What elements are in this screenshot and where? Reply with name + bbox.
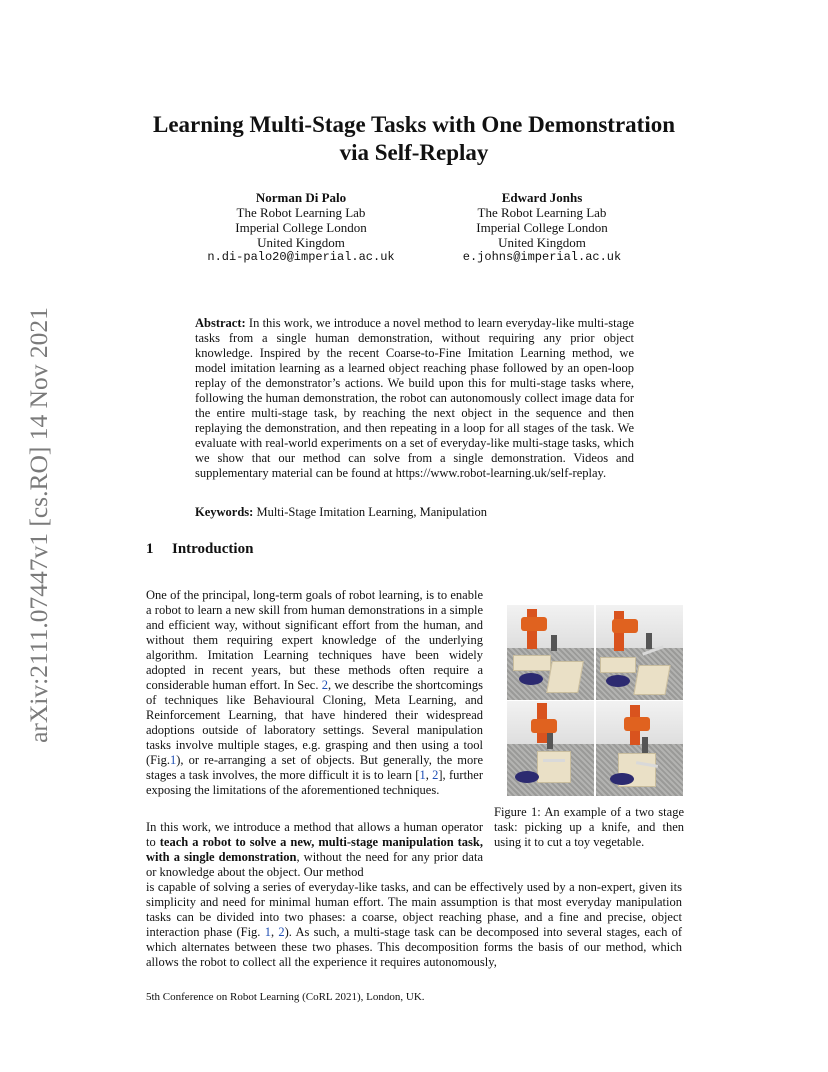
author-email[interactable]: e.johns@imperial.ac.uk <box>462 250 622 264</box>
text-run: , <box>270 925 279 939</box>
section-number: 1 <box>146 541 154 557</box>
figure-panel <box>596 605 683 700</box>
text-run: One of the principal, long-term goals of robot learning, is to enable a robot to learn a new skill from human demonstrations in a simple and efficient way, without significant effort from the human, and without them requiring expert knowledge of the underlying algorithm. Imitation Learning techniques have been widely adopted in recent years, but these methods often require a considerable human effort. In Sec. <box>146 588 483 692</box>
conference-footer: 5th Conference on Robot Learning (CoRL 2021), London, UK. <box>146 991 425 1003</box>
author-institution: Imperial College London <box>235 220 367 235</box>
author-lab: The Robot Learning Lab <box>477 205 607 220</box>
section-heading <box>146 541 253 558</box>
figure-panel <box>596 701 683 796</box>
citation-link[interactable]: 1 <box>419 768 426 782</box>
section-title: Introduction <box>172 541 254 557</box>
intro-paragraph-2-continued <box>146 880 682 970</box>
abstract-label: Abstract: <box>195 316 246 330</box>
text-run: is capable of solving a series of everyday-like tasks, and can be effectively used by a non-expert, given its simplicity and need for minimal human effort. The main assumption is that most everyday manipulation tasks can be divided into two phases: a coarse, object reaching phase, and a fine and precise, object interaction phase (Fig. <box>146 880 682 939</box>
keywords-text: Multi-Stage Imitation Learning, Manipulation <box>256 505 487 519</box>
figure-panel <box>507 605 594 700</box>
arxiv-stamp-text: arXiv:2111.07447v1 [cs.RO] 14 Nov 2021 <box>24 307 54 743</box>
text-run: , <box>425 768 433 782</box>
author-country: United Kingdom <box>498 235 586 250</box>
author-institution: Imperial College London <box>476 220 608 235</box>
figure-ref-link[interactable]: 2 <box>278 925 285 939</box>
text-run: ], further exposing the limitations of the aforementioned techniques. <box>146 768 484 797</box>
title-line-1: Learning Multi-Stage Tasks with One Demonstration <box>152 112 675 137</box>
abstract <box>195 316 634 481</box>
author-lab: The Robot Learning Lab <box>236 205 366 220</box>
arxiv-stamp <box>20 285 58 765</box>
section-ref-link[interactable]: 2 <box>321 678 328 692</box>
title-line-2: via Self-Replay <box>339 140 489 165</box>
figure-panel <box>507 701 594 796</box>
author-name: Norman Di Palo <box>255 190 347 205</box>
figure-1-image-grid <box>507 605 683 796</box>
author-country: United Kingdom <box>257 235 345 250</box>
intro-paragraph-1 <box>146 588 483 798</box>
abstract-text: In this work, we introduce a novel method to learn everyday-like multi-stage tasks from a single human demonstration, without requiring any prior object knowledge. Inspired by the recent Coarse-to-Fine Imitation Learning method, we model imitation learning as a learned object reaching phase followed by an open-loop replay of the demonstrator’s actions. We build upon this for multi-stage tasks where, following the human demonstration, the robot can autonomously collect image data for the entire multi-stage task, by reaching the next object in the sequence and then replaying the demonstration, and then repeating in a loop for all stages of the task. We evaluate with real-world experiments on a set of everyday-like multi-stage tasks, which we show that our method can solve from a single demonstration. Videos and supplementary material can be found at https://www.robot-learning.uk/self-replay. <box>195 316 634 480</box>
text-run: , without the need for any prior data or knowledge about the object. Our method <box>146 850 483 879</box>
author-block-1 <box>186 190 416 265</box>
intro-paragraph-2 <box>146 820 483 880</box>
author-block-2 <box>427 190 657 265</box>
citation-link[interactable]: 2 <box>432 768 439 782</box>
figure-ref-link[interactable]: 1 <box>264 925 271 939</box>
figure-ref-link[interactable]: 1 <box>169 753 177 767</box>
paper-title <box>100 111 728 167</box>
author-email[interactable]: n.di-palo20@imperial.ac.uk <box>207 250 395 264</box>
bold-claim: teach a robot to solve a new, multi-stage manipulation task, with a single demonstration <box>146 835 483 864</box>
author-name: Edward Jonhs <box>501 190 583 205</box>
text-run: ), or re-arranging a set of objects. But generally, the more stages a task involves, the more difficult it is to learn [ <box>146 753 483 782</box>
text-run: , we describe the shortcomings of techniques like Behavioural Cloning, Meta Learning, and Reinforcement Learning, that have hindered their widespread adoptions outside of laboratory settings. Several manipulation tasks involve multiple stages, e.g. grasping and then using a tool (Fig. <box>146 678 483 767</box>
text-run: ). As such, a multi-stage task can be decomposed into several stages, each of which alternates between these two phases. This decomposition forms the basis of our method, which allows the robot to collect all the experience it requires autonomously, <box>146 925 683 969</box>
text-run: In this work, we introduce a method that allows a human operator to <box>146 820 483 849</box>
figure-caption: Figure 1: An example of a two stage task: picking up a knife, and then using it to cut a toy vegetable. <box>494 805 684 849</box>
keywords-label: Keywords: <box>195 505 254 519</box>
keywords <box>195 505 634 520</box>
